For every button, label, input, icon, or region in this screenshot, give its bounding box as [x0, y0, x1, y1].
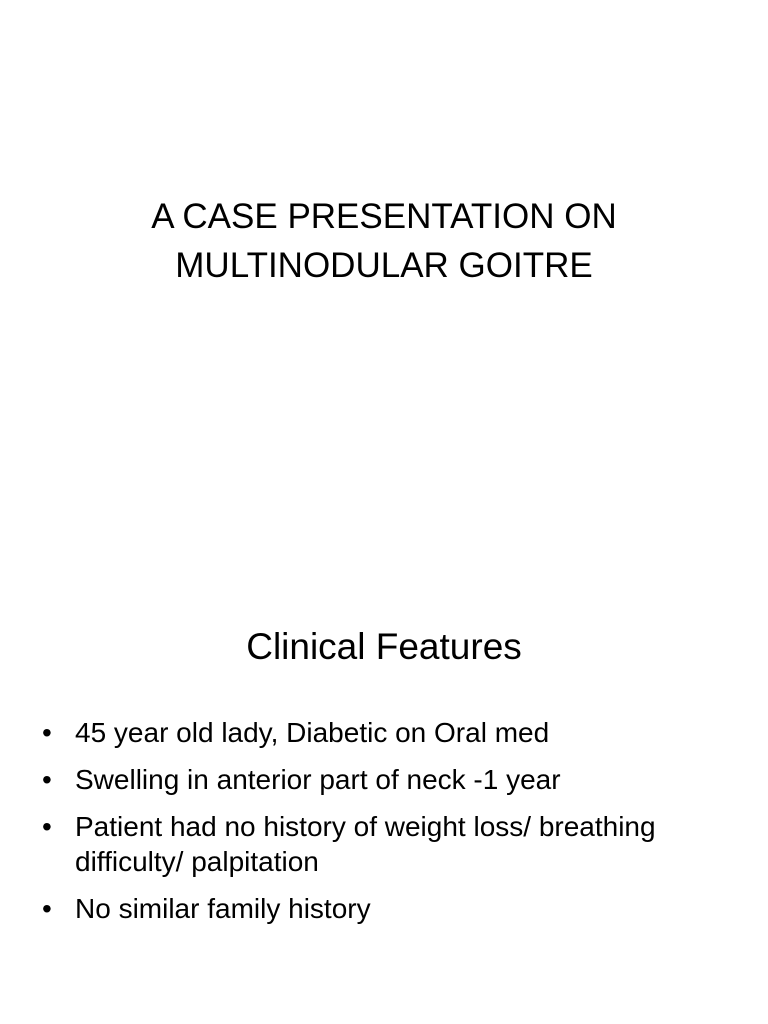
bullet-item: [40, 809, 740, 879]
clinical-features-slide: [0, 512, 768, 1024]
bullet-icon: •: [42, 811, 52, 842]
bullet-icon: •: [42, 764, 52, 795]
bullet-icon: •: [42, 893, 52, 924]
presentation-title-line-1: A CASE PRESENTATION ON: [151, 197, 617, 236]
bullet-item: [40, 762, 740, 797]
presentation-title-line-2: MULTINODULAR GOITRE: [175, 246, 593, 285]
bullet-item: [40, 891, 740, 926]
bullet-text: Swelling in anterior part of neck -1 year: [75, 764, 561, 795]
slide-title: Clinical Features: [246, 626, 522, 667]
bullet-icon: •: [42, 717, 52, 748]
bullet-text: Patient had no history of weight loss/ breathing difficulty/ palpitation: [75, 811, 656, 877]
bullet-item: [40, 715, 740, 750]
bullet-list: [40, 715, 740, 938]
presentation-title: [40, 192, 728, 290]
bullet-text: No similar family history: [75, 893, 371, 924]
bullet-text: 45 year old lady, Diabetic on Oral med: [75, 717, 550, 748]
